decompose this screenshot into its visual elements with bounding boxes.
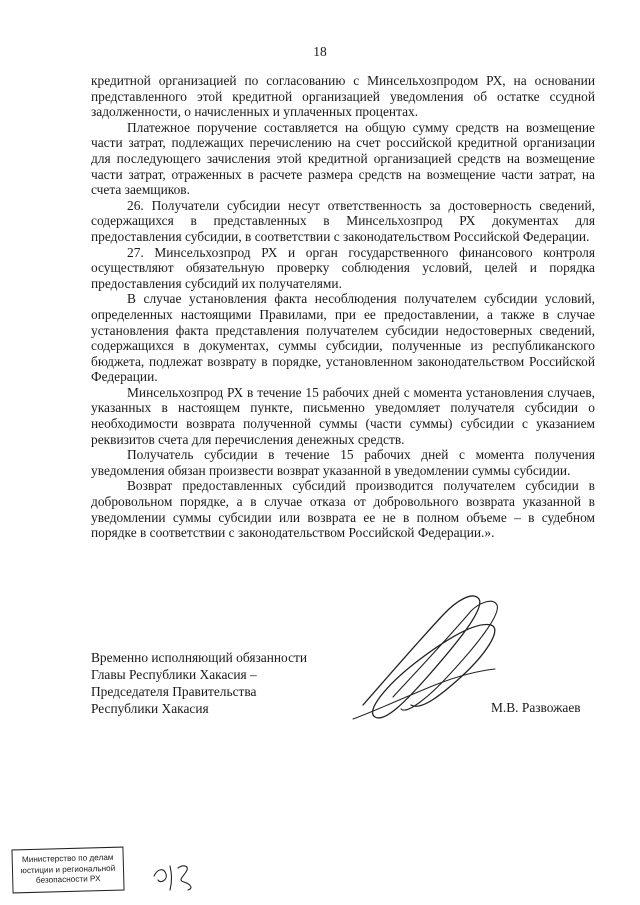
handwritten-initials: [150, 858, 210, 894]
paragraph-voluntary-return: Возврат предоставленных субсидий производится получателем субсидии в добровольном порядке, а в случае отказа от добровольного возврата указанной в уведомлении суммы субсидии или возврата ее не в полном объеме – в судебном порядке в соответствии с законодательством Российской Федерации.».: [91, 478, 595, 541]
paragraph-continuation: кредитной организацией по согласованию с Минсельхозпродом РХ, на основании представленного этой кредитной организацией уведомления об остатке ссудной задолженности, о начисленных и уплаченных процентах.: [91, 73, 595, 120]
stamp-line: юстиции и региональной: [20, 863, 116, 875]
paragraph-item-27: 27. Минсельхозпрод РХ и орган государственного финансового контроля осуществляют обязательную проверку соблюдения условий, целей и порядка предоставления субсидий их получателями.: [91, 244, 595, 291]
stamp-line: Министерство по делам: [21, 852, 114, 865]
signatory-title-line: Главы Республики Хакасия –: [91, 667, 257, 682]
paragraph-notification: Минсельхозпрод РХ в течение 15 рабочих дней с момента установления случаев, указанных в настоящем пункте, письменно уведомляет получателя субсидии о необходимости возврата полученной суммы (части суммы) субсидии с указанием реквизитов счета для перечисления денежных средств.: [91, 384, 595, 447]
handwritten-signature: [345, 585, 515, 735]
page-number: 18: [313, 44, 327, 59]
signatory-title-line: Республики Хакасия: [91, 701, 209, 716]
paragraph-recipient-return: Получатель субсидии в течение 15 рабочих дней с момента получения уведомления обязан произвести возврат указанной в уведомлении суммы субсидии.: [91, 447, 595, 478]
signatory-title-line: Председателя Правительства: [91, 684, 257, 699]
paragraph-violation-case: В случае установления факта несоблюдения получателем субсидии условий, определенных настоящими Правилами, при ее предоставлении, а также в случае установления факта представления получателем субсидии недостоверных сведений, содержащихся в документах, суммы субсидии, полученные из республиканского бюджета, подлежат возврату в порядке, установленном законодательством Российской Федерации.: [91, 291, 595, 385]
document-body: [91, 73, 595, 541]
signatory-title: [91, 649, 331, 717]
signer-name: М.В. Развожаев: [491, 700, 581, 715]
paragraph-payment-order: Платежное поручение составляется на общую сумму средств на возмещение части затрат, подлежащих перечислению на счет российской кредитной организации для последующего зачисления этой кредитной организацией средств на возмещение части затрат, отраженных в расчете размера средств на возмещение части затрат, на счета заемщиков.: [91, 119, 595, 198]
ministry-stamp: [11, 847, 124, 894]
signatory-title-line: Временно исполняющий обязанности: [91, 650, 308, 665]
stamp-line: безопасности РХ: [35, 874, 101, 885]
paragraph-item-26: 26. Получатели субсидии несут ответственность за достоверность сведений, содержащихся в представленных в Минсельхозпрод РХ документах для предоставления субсидии, в соответствии с законодательством Российской Федерации.: [91, 197, 595, 244]
